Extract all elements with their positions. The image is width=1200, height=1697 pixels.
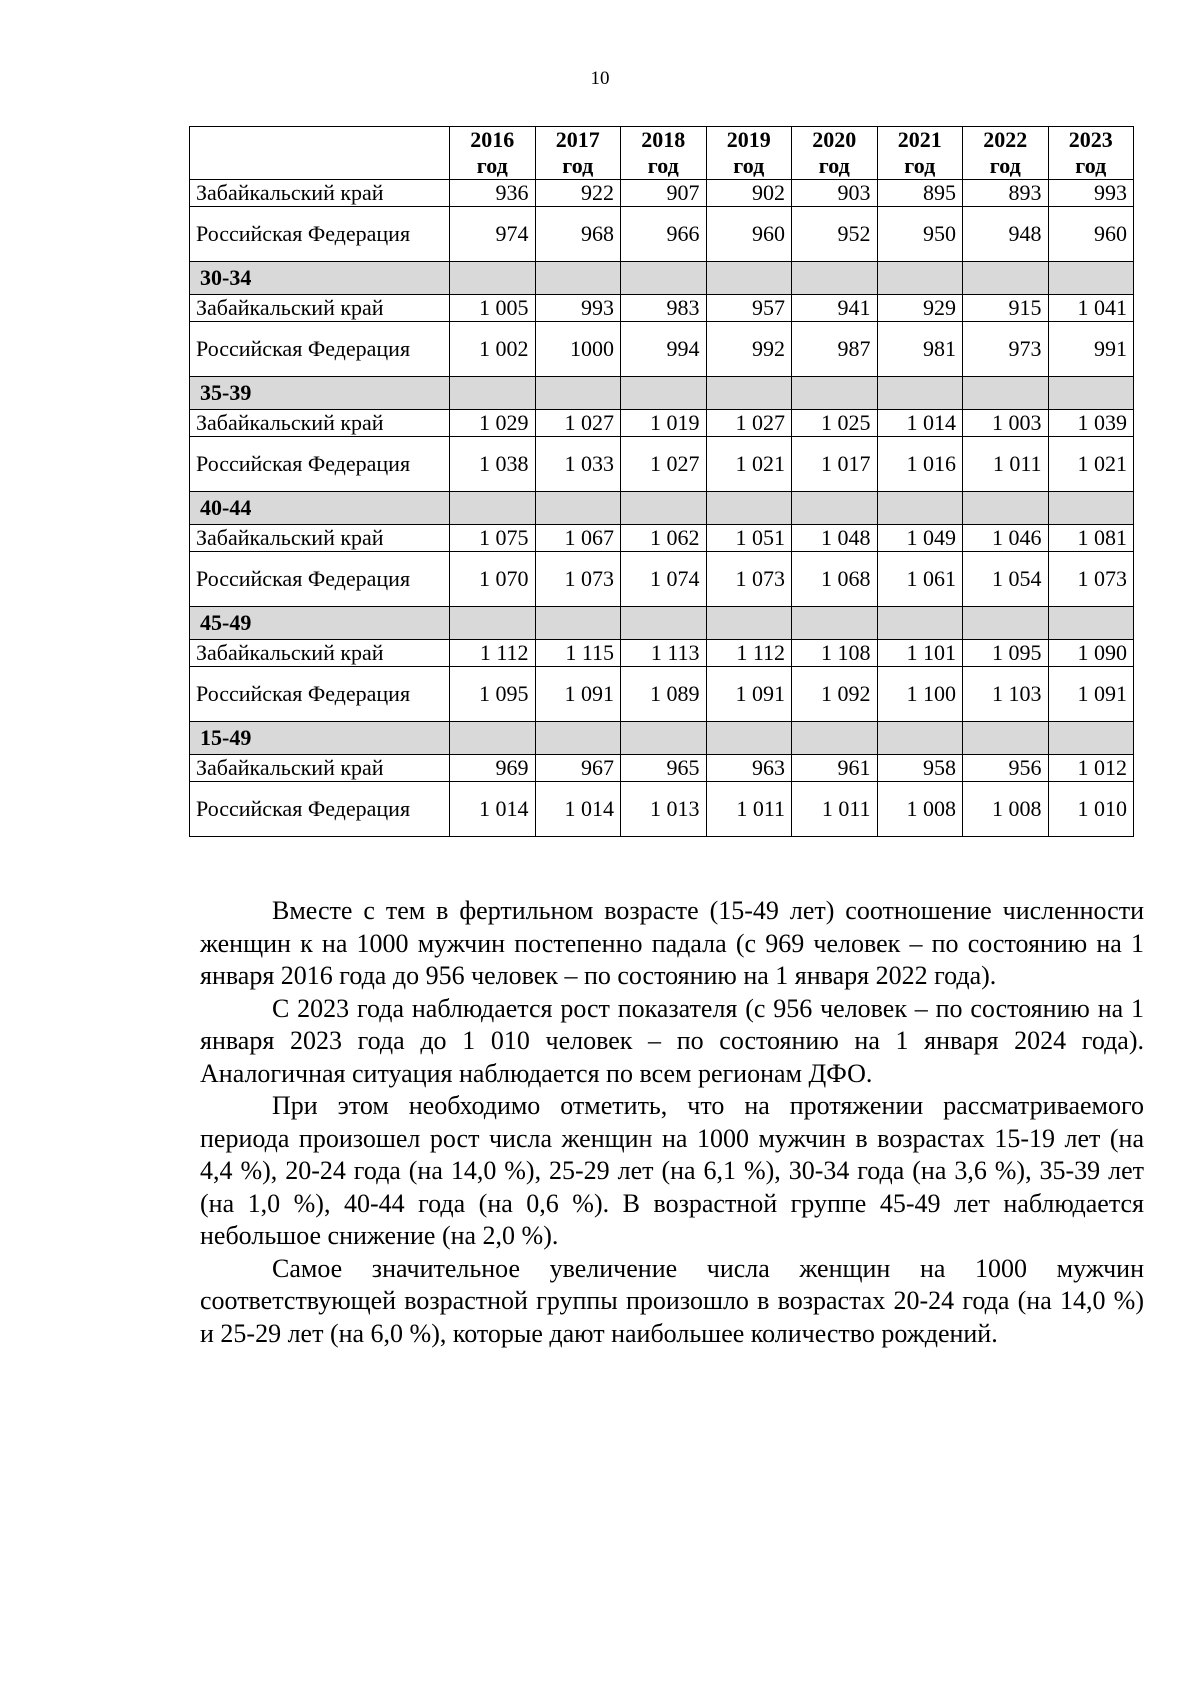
year-header-cell [450,127,536,180]
age-group-empty-cell [877,607,963,640]
value-cell: 1 016 [877,437,963,492]
value-cell: 1 115 [535,640,621,667]
value-cell: 1 090 [1048,640,1134,667]
row-label: Забайкальский край [190,180,450,207]
age-group-empty-cell [706,607,792,640]
value-cell: 956 [963,755,1049,782]
year-unit-label: год [904,153,936,178]
value-cell: 936 [450,180,536,207]
value-cell: 1 103 [963,667,1049,722]
value-cell: 987 [792,322,878,377]
year-unit-label: год [1075,153,1107,178]
age-group-empty-cell [1048,377,1134,410]
age-group-row [190,377,1134,410]
age-group-empty-cell [706,722,792,755]
value-cell: 1 019 [621,410,707,437]
age-group-row [190,492,1134,525]
age-group-empty-cell [963,262,1049,295]
value-cell: 992 [706,322,792,377]
row-label: Забайкальский край [190,410,450,437]
row-label: Российская Федерация [190,552,450,607]
age-group-empty-cell [1048,492,1134,525]
value-cell: 974 [450,207,536,262]
value-cell: 1 039 [1048,410,1134,437]
table-row [190,322,1134,377]
year-header-cell [706,127,792,180]
header-corner-cell [190,127,450,180]
value-cell: 1 003 [963,410,1049,437]
table-row [190,667,1134,722]
value-cell: 1 112 [706,640,792,667]
value-cell: 1 092 [792,667,878,722]
value-cell: 967 [535,755,621,782]
year-unit-label: год [562,153,594,178]
value-cell: 915 [963,295,1049,322]
age-group-empty-cell [1048,722,1134,755]
value-cell: 960 [1048,207,1134,262]
age-group-empty-cell [621,722,707,755]
table-row [190,437,1134,492]
table-header [190,127,1134,180]
year-unit-label: год [818,153,850,178]
year-header-cell [621,127,707,180]
value-cell: 1 014 [535,782,621,837]
value-cell: 1 008 [877,782,963,837]
value-cell: 1 021 [706,437,792,492]
age-group-empty-cell [621,607,707,640]
age-group-empty-cell [963,377,1049,410]
value-cell: 1 075 [450,525,536,552]
value-cell: 1 049 [877,525,963,552]
value-cell: 952 [792,207,878,262]
age-group-empty-cell [963,492,1049,525]
value-cell: 1 005 [450,295,536,322]
age-group-empty-cell [963,607,1049,640]
year-label: 2023 [1068,127,1113,152]
age-group-label: 15-49 [190,722,450,755]
year-label: 2019 [726,127,771,152]
page-number: 10 [590,68,610,89]
age-group-empty-cell [792,607,878,640]
value-cell: 1 046 [963,525,1049,552]
year-header-cell [877,127,963,180]
value-cell: 1 014 [450,782,536,837]
table-row [190,295,1134,322]
age-group-row [190,722,1134,755]
value-cell: 1 073 [535,552,621,607]
value-cell: 903 [792,180,878,207]
value-cell: 1 011 [963,437,1049,492]
value-cell: 1 061 [877,552,963,607]
value-cell: 1 012 [1048,755,1134,782]
age-group-empty-cell [621,377,707,410]
age-group-label: 30-34 [190,262,450,295]
value-cell: 981 [877,322,963,377]
value-cell: 968 [535,207,621,262]
value-cell: 922 [535,180,621,207]
value-cell: 965 [621,755,707,782]
age-group-empty-cell [1048,607,1134,640]
value-cell: 960 [706,207,792,262]
value-cell: 1 013 [621,782,707,837]
year-header-cell [535,127,621,180]
value-cell: 1 041 [1048,295,1134,322]
value-cell: 1 091 [1048,667,1134,722]
table-row [190,525,1134,552]
year-header-cell [963,127,1049,180]
value-cell: 1 021 [1048,437,1134,492]
paragraph: Вместе с тем в фертильном возрасте (15-49 лет) соотношение численности женщин к на 1000 мужчин постепенно падала (с 969 человек – по состоянию на 1 января 2016 года до 956 человек – по состоянию на 1 января 2022 года). [200,896,1144,990]
value-cell: 1 113 [621,640,707,667]
age-group-empty-cell [450,262,536,295]
value-cell: 1 038 [450,437,536,492]
row-label: Российская Федерация [190,207,450,262]
value-cell: 893 [963,180,1049,207]
value-cell: 991 [1048,322,1134,377]
value-cell: 983 [621,295,707,322]
value-cell: 1 017 [792,437,878,492]
value-cell: 1 089 [621,667,707,722]
value-cell: 993 [535,295,621,322]
value-cell: 1 033 [535,437,621,492]
row-label: Российская Федерация [190,322,450,377]
value-cell: 1 051 [706,525,792,552]
table-body [190,180,1134,837]
value-cell: 966 [621,207,707,262]
value-cell: 958 [877,755,963,782]
year-header-cell [1048,127,1134,180]
age-group-empty-cell [450,377,536,410]
paragraph: Самое значительное увеличение числа женщин на 1000 мужчин соответствующей возрастной группы произошло в возрастах 20-24 года (на 14,0 %) и 25-29 лет (на 6,0 %), которые дают наибольшее количество рождений. [200,1253,1144,1348]
value-cell: 895 [877,180,963,207]
year-label: 2017 [555,127,600,152]
age-group-label: 45-49 [190,607,450,640]
age-group-empty-cell [792,722,878,755]
age-group-empty-cell [792,492,878,525]
value-cell: 1 010 [1048,782,1134,837]
year-unit-label: год [733,153,765,178]
year-label: 2022 [983,127,1028,152]
age-group-empty-cell [877,722,963,755]
age-group-row [190,607,1134,640]
value-cell: 1 095 [450,667,536,722]
value-cell: 1000 [535,322,621,377]
table-row [190,180,1134,207]
row-label: Забайкальский край [190,525,450,552]
year-label: 2016 [470,127,515,152]
age-group-empty-cell [535,377,621,410]
value-cell: 1 100 [877,667,963,722]
value-cell: 961 [792,755,878,782]
table-row [190,782,1134,837]
value-cell: 973 [963,322,1049,377]
value-cell: 1 112 [450,640,536,667]
value-cell: 1 027 [621,437,707,492]
table-row [190,410,1134,437]
row-label: Забайкальский край [190,755,450,782]
age-group-empty-cell [1048,262,1134,295]
value-cell: 1 008 [963,782,1049,837]
value-cell: 1 025 [792,410,878,437]
year-label: 2020 [812,127,857,152]
value-cell: 1 054 [963,552,1049,607]
value-cell: 1 081 [1048,525,1134,552]
value-cell: 907 [621,180,707,207]
year-unit-label: год [989,153,1021,178]
value-cell: 948 [963,207,1049,262]
row-label: Российская Федерация [190,437,450,492]
row-label: Российская Федерация [190,782,450,837]
paragraph: При этом необходимо отметить, что на протяжении рассматриваемого периода произошел рост числа женщин на 1000 мужчин в возрастах 15-19 лет (на 4,4 %), 20-24 года (на 14,0 %), 25-29 лет (на 6,1 %), 30-34 года (на 3,6 %), 35-39 лет (на 1,0 %), 40-44 года (на 0,6 %). В возрастной группе 45-49 лет наблюдается небольшое снижение (на 2,0 %). [200,1091,1144,1250]
body-text [200,895,1144,1350]
age-group-row [190,262,1134,295]
value-cell: 1 027 [706,410,792,437]
value-cell: 941 [792,295,878,322]
age-group-empty-cell [706,377,792,410]
value-cell: 963 [706,755,792,782]
value-cell: 1 011 [792,782,878,837]
value-cell: 993 [1048,180,1134,207]
row-label: Российская Федерация [190,667,450,722]
value-cell: 950 [877,207,963,262]
value-cell: 969 [450,755,536,782]
ratio-table [189,126,1134,837]
value-cell: 1 067 [535,525,621,552]
value-cell: 1 068 [792,552,878,607]
value-cell: 994 [621,322,707,377]
age-group-empty-cell [877,492,963,525]
age-group-empty-cell [621,492,707,525]
value-cell: 1 002 [450,322,536,377]
age-group-empty-cell [535,262,621,295]
value-cell: 1 027 [535,410,621,437]
value-cell: 1 048 [792,525,878,552]
year-unit-label: год [476,153,508,178]
year-label: 2021 [897,127,942,152]
year-label: 2018 [641,127,686,152]
age-group-empty-cell [535,607,621,640]
table-row [190,755,1134,782]
age-group-empty-cell [706,262,792,295]
age-group-label: 35-39 [190,377,450,410]
value-cell: 1 074 [621,552,707,607]
header-row [190,127,1134,180]
age-group-empty-cell [877,377,963,410]
year-header-cell [792,127,878,180]
age-group-empty-cell [450,492,536,525]
value-cell: 1 091 [706,667,792,722]
value-cell: 1 091 [535,667,621,722]
age-group-empty-cell [535,722,621,755]
age-group-label: 40-44 [190,492,450,525]
age-group-empty-cell [792,262,878,295]
value-cell: 902 [706,180,792,207]
table-row [190,552,1134,607]
age-group-empty-cell [450,607,536,640]
age-group-empty-cell [877,262,963,295]
value-cell: 929 [877,295,963,322]
value-cell: 1 070 [450,552,536,607]
value-cell: 1 073 [1048,552,1134,607]
row-label: Забайкальский край [190,295,450,322]
age-group-empty-cell [706,492,792,525]
age-group-empty-cell [792,377,878,410]
value-cell: 1 062 [621,525,707,552]
value-cell: 1 095 [963,640,1049,667]
value-cell: 1 011 [706,782,792,837]
value-cell: 1 101 [877,640,963,667]
age-group-empty-cell [963,722,1049,755]
value-cell: 1 029 [450,410,536,437]
value-cell: 1 073 [706,552,792,607]
value-cell: 1 108 [792,640,878,667]
value-cell: 1 014 [877,410,963,437]
row-label: Забайкальский край [190,640,450,667]
table-row [190,207,1134,262]
table-row [190,640,1134,667]
paragraph: С 2023 года наблюдается рост показателя (с 956 человек – по состоянию на 1 января 2023 года до 1 010 человек – по состоянию на 1 января 2024 года). Аналогичная ситуация наблюдается по всем регионам ДФО. [200,993,1144,1088]
age-group-empty-cell [621,262,707,295]
age-group-empty-cell [535,492,621,525]
age-group-empty-cell [450,722,536,755]
year-unit-label: год [647,153,679,178]
value-cell: 957 [706,295,792,322]
